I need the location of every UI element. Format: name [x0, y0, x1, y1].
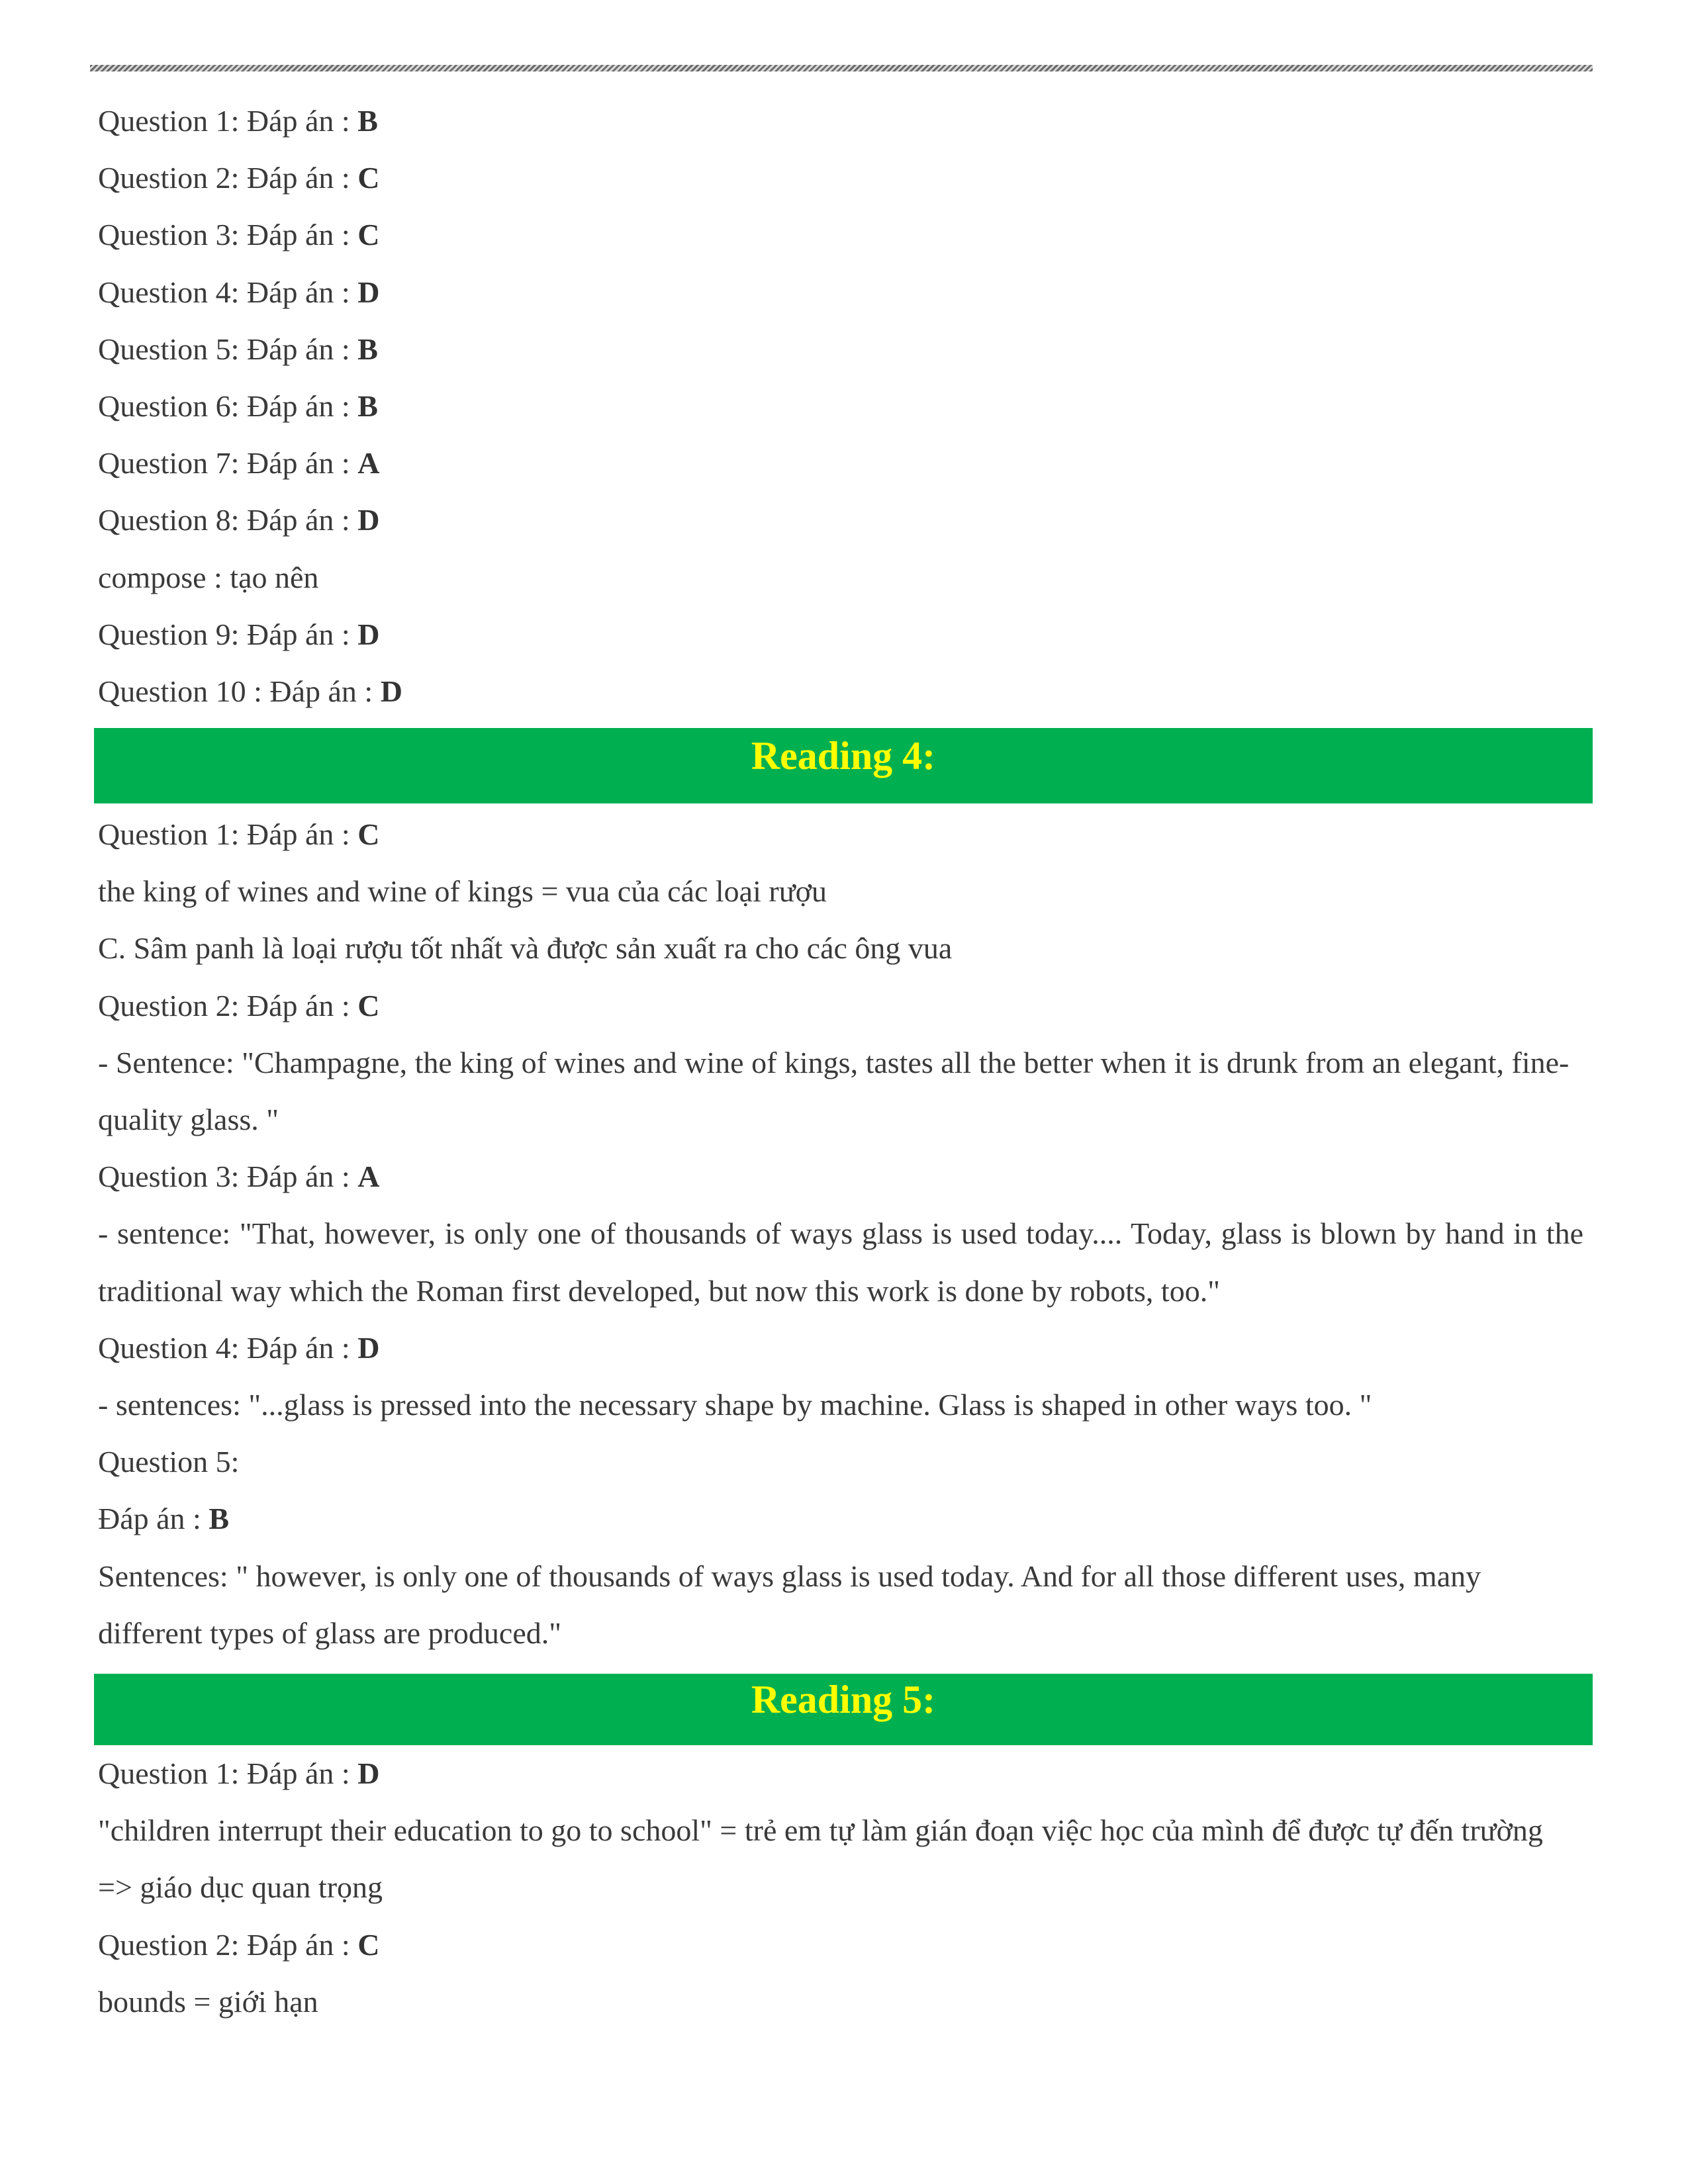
answer-line: Question 6: Đáp án : B: [98, 388, 378, 423]
answer-line: Question 2: Đáp án : C: [98, 988, 380, 1023]
answer-line: Question 8: Đáp án : D: [98, 503, 380, 537]
question-label: Question 5:: [98, 1445, 240, 1479]
explanation-note: C. Sâm panh là loại rượu tốt nhất và được sản xuất ra cho các ông vua: [98, 931, 953, 966]
answer-line: Question 4: Đáp án : D: [98, 275, 380, 309]
quoted-sentence: - sentences: "...glass is pressed into the necessary shape by machine. Glass is shaped in other ways too. ": [98, 1388, 1372, 1422]
explanation-note: "children interrupt their education to go to school" = trẻ em tự làm gián đoạn việc học của mình để được tự đến trường => giáo dục quan trọng: [98, 1813, 1543, 1905]
explanation-note: the king of wines and wine of kings = vua của các loại rượu: [98, 874, 827, 909]
reading-5-heading: Reading 5:: [94, 1674, 1593, 1745]
answer-line: Question 10 : Đáp án : D: [98, 674, 402, 708]
answer-line: Question 7: Đáp án : A: [98, 446, 380, 480]
answer-line: Question 9: Đáp án : D: [98, 617, 380, 651]
answer-line: Question 1: Đáp án : C: [98, 817, 380, 852]
answer-line: Question 5: Đáp án : B: [98, 332, 378, 366]
quoted-sentence: - sentence: "That, however, is only one of thousands of ways glass is used today.... Today, glass is blown by hand in the traditional way which the Roman first developed, but now this work is done by robots, too.": [98, 1216, 1583, 1308]
answer-line: Question 1: Đáp án : B: [98, 104, 378, 138]
quoted-sentence: - Sentence: "Champagne, the king of wines and wine of kings, tastes all the better when it is drunk from an elegant, fine-quality glass. ": [98, 1045, 1570, 1137]
answer-line: Question 3: Đáp án : C: [98, 218, 380, 252]
vocab-note: bounds = giới hạn: [98, 1984, 318, 2019]
answer-key-content: [98, 93, 1583, 2030]
quoted-sentence: Sentences: " however, is only one of thousands of ways glass is used today. And for all those different uses, many different types of glass are produced.": [98, 1559, 1481, 1650]
answer-line: Question 4: Đáp án : D: [98, 1330, 380, 1365]
answer-line: Question 3: Đáp án : A: [98, 1160, 380, 1194]
top-divider: [90, 65, 1593, 71]
reading-4-heading: Reading 4:: [94, 728, 1593, 803]
answer-line: Question 2: Đáp án : C: [98, 1927, 380, 1962]
vocab-note: compose : tạo nên: [98, 560, 319, 594]
answer-line: Question 2: Đáp án : C: [98, 161, 380, 195]
answer-line: Đáp án : B: [98, 1502, 230, 1536]
answer-line: Question 1: Đáp án : D: [98, 1756, 380, 1790]
